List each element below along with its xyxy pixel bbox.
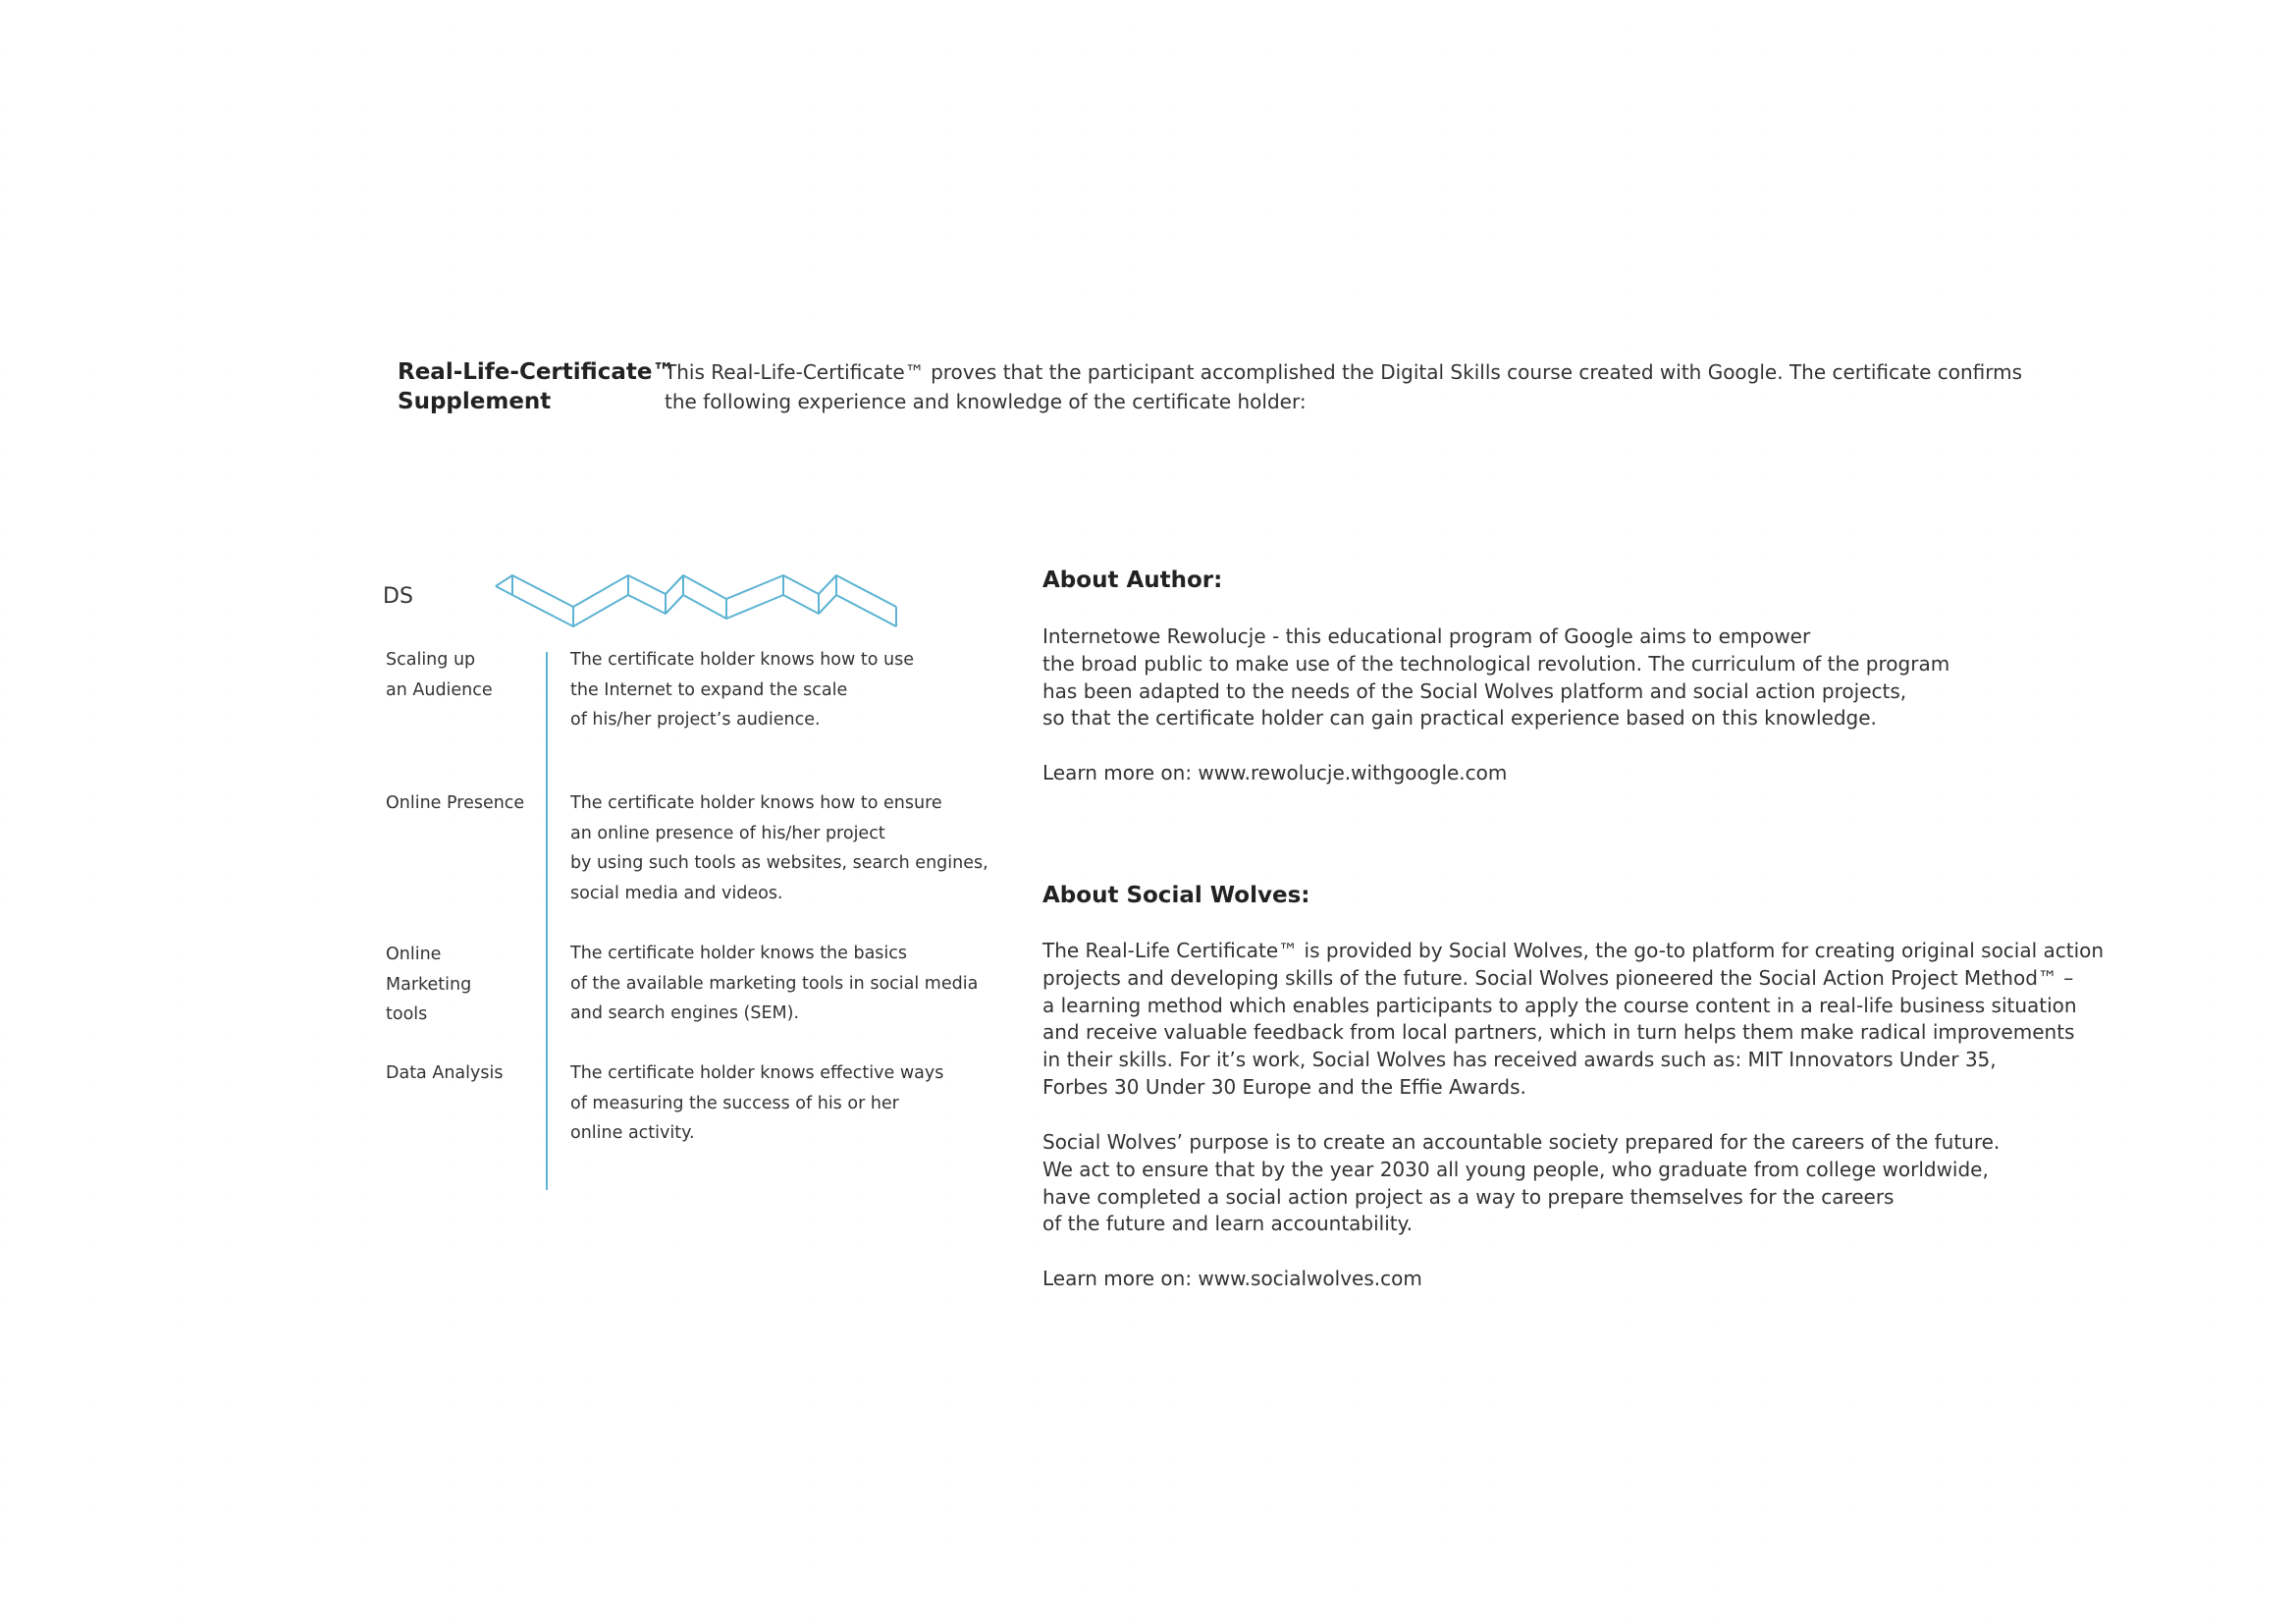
skill-name	[386, 788, 533, 819]
skill-description	[570, 788, 988, 908]
about-author-title: About Author:	[1042, 568, 1223, 593]
about-wolves-title: About Social Wolves:	[1042, 883, 1310, 908]
skill-name-line: Online Presence	[386, 793, 525, 813]
skill-name-line: Data Analysis	[386, 1063, 504, 1083]
paragraph-line: and receive valuable feedback from local partners, which in turn helps them make radical improvements	[1042, 1020, 2075, 1045]
skill-desc-line: online activity.	[570, 1123, 695, 1143]
skill-description	[570, 645, 983, 735]
ds-label: DS	[383, 584, 413, 609]
skill-desc-line: by using such tools as websites, search engines,	[570, 853, 988, 873]
skill-desc-line: of his/her project’s audience.	[570, 710, 821, 730]
zigzag-ribbon-graphic	[491, 569, 903, 648]
paragraph-line: in their skills. For it’s work, Social Wolves has received awards such as: MIT Innovators Under 35,	[1042, 1048, 1997, 1072]
certificate-intro	[665, 357, 2023, 416]
intro-line: the following experience and knowledge of the certificate holder:	[665, 390, 1307, 413]
skill-desc-line: The certificate holder knows how to ensure	[570, 793, 942, 813]
skill-name-line: an Audience	[386, 679, 493, 700]
skill-description	[570, 1058, 983, 1149]
paragraph-line: projects and developing skills of the future. Social Wolves pioneered the Social Action Project Method™ –	[1042, 965, 2074, 990]
skill-name	[386, 940, 533, 1030]
paragraph-line: has been adapted to the needs of the Social Wolves platform and social action projects,	[1042, 678, 1907, 703]
paragraph-line: Social Wolves’ purpose is to create an accountable society prepared for the careers of the future.	[1042, 1130, 2001, 1154]
skill-description	[570, 939, 983, 1029]
skill-name-line: tools	[386, 1004, 428, 1024]
about-author-learn-more: Learn more on: www.rewolucje.withgoogle.com	[1042, 761, 1508, 785]
skill-desc-line: the Internet to expand the scale	[570, 679, 848, 700]
skill-desc-line: and search engines (SEM).	[570, 1003, 800, 1023]
skill-name-line: Online	[386, 945, 442, 964]
paragraph-line: We act to ensure that by the year 2030 all young people, who graduate from college worldwide,	[1042, 1157, 1989, 1181]
skill-name	[386, 645, 533, 705]
skill-desc-line: an online presence of his/her project	[570, 823, 885, 843]
title-line: Real-Life-Certificate™	[398, 359, 675, 385]
skills-divider	[546, 652, 548, 1190]
paragraph-line: of the future and learn accountability.	[1042, 1212, 1413, 1236]
title-line: Supplement	[398, 389, 552, 414]
skill-desc-line: The certificate holder knows effective ways	[570, 1063, 944, 1083]
paragraph-line: the broad public to make use of the technological revolution. The curriculum of the program	[1042, 651, 1950, 676]
paragraph-line: a learning method which enables participants to apply the course content in a real-life business situation	[1042, 993, 2077, 1017]
skill-name-line: Scaling up	[386, 650, 476, 670]
certificate-title	[398, 357, 675, 416]
about-author-body	[1042, 623, 2073, 732]
about-wolves-body-1	[1042, 938, 2105, 1102]
paragraph-line: The Real-Life Certificate™ is provided by Social Wolves, the go-to platform for creating original social action	[1042, 939, 2105, 962]
paragraph-line: have completed a social action project as a way to prepare themselves for the careers	[1042, 1184, 1895, 1209]
intro-line: This Real-Life-Certificate™ proves that the participant accomplished the Digital Skills course created with Google. The certificate confirms	[665, 360, 2023, 384]
paragraph-line: so that the certificate holder can gain practical experience based on this knowledge.	[1042, 706, 1877, 731]
skill-name	[386, 1058, 533, 1089]
about-wolves-body-2	[1042, 1129, 2073, 1238]
paragraph-line: Internetowe Rewolucje - this educational program of Google aims to empower	[1042, 624, 1811, 648]
skill-desc-line: of the available marketing tools in social media	[570, 973, 979, 994]
skill-desc-line: The certificate holder knows the basics	[570, 944, 908, 963]
skill-desc-line: social media and videos.	[570, 883, 783, 903]
skill-name-line: Marketing	[386, 974, 472, 995]
skill-desc-line: The certificate holder knows how to use	[570, 650, 914, 670]
skill-desc-line: of measuring the success of his or her	[570, 1093, 899, 1113]
paragraph-line: Forbes 30 Under 30 Europe and the Effie Awards.	[1042, 1074, 1526, 1099]
about-wolves-learn-more: Learn more on: www.socialwolves.com	[1042, 1267, 1422, 1290]
